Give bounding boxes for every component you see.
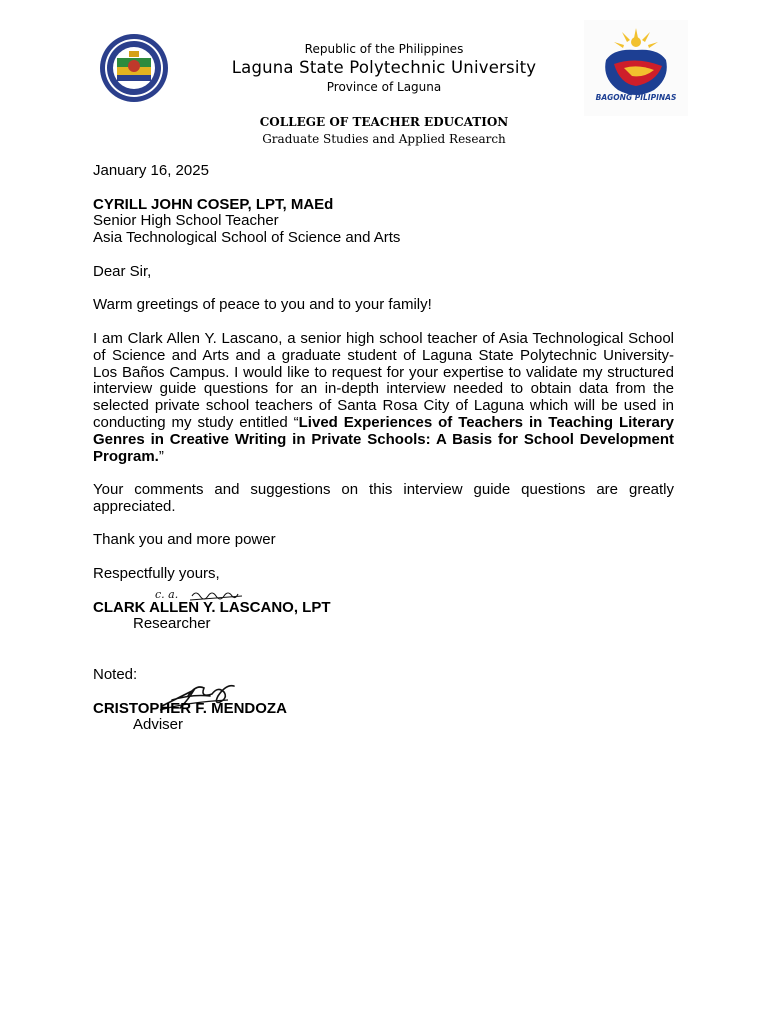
bagong-pilipinas-label: BAGONG PILIPINAS — [595, 93, 677, 102]
body-intro: I am Clark Allen Y. Lascano, a senior high school teacher of Asia Technological School of Science and Arts and a graduate student of Laguna State Polytechnic University- Los Baños Campus. I would like to request for your expertise to validate my structured interview guide questions for an in-depth interview needed to obtain data from the selected private school teachers of Santa Rosa City of Laguna which will be used in conducting my study entitled “ — [93, 330, 674, 431]
closing-quote: ” — [158, 447, 164, 465]
province-line: Province of Laguna — [326, 80, 442, 94]
university-name: Laguna State Polytechnic University — [231, 58, 537, 77]
researcher-name: CLARK ALLEN Y. LASCANO, LPT — [93, 599, 331, 616]
republic-line: Republic of the Philippines — [304, 42, 464, 56]
recipient-organization: Asia Technological School of Science and Arts — [93, 229, 401, 246]
greeting: Warm greetings of peace to you and to your family! — [93, 296, 432, 313]
letter-date: January 16, 2025 — [93, 162, 209, 179]
closing-line: Respectfully yours, — [93, 565, 220, 582]
recipient-title: Senior High School Teacher — [93, 212, 279, 229]
noted-label: Noted: — [93, 666, 138, 683]
thanks-line: Thank you and more power — [93, 531, 276, 548]
researcher-role: Researcher — [133, 615, 211, 632]
college-name: COLLEGE OF TEACHER EDUCATION — [259, 115, 509, 129]
recipient-name: CYRILL JOHN COSEP, LPT, MAEd — [93, 196, 334, 213]
comments-paragraph: Your comments and suggestions on this interview guide questions are greatly appreciated. — [93, 481, 674, 515]
department-name: Graduate Studies and Applied Research — [262, 132, 506, 146]
svg-text:c. a.: c. a. — [155, 588, 179, 601]
body-paragraph — [93, 331, 674, 465]
bagong-pilipinas-logo — [584, 20, 688, 116]
adviser-name: CRISTOPHER F. MENDOZA — [93, 700, 287, 717]
study-title: Lived Experiences of Teachers in Teaching Literary Genres in Creative Writing in Private Schools: A Basis for School Development Program. — [93, 413, 675, 465]
adviser-role: Adviser — [133, 716, 184, 733]
salutation: Dear Sir, — [93, 263, 152, 280]
